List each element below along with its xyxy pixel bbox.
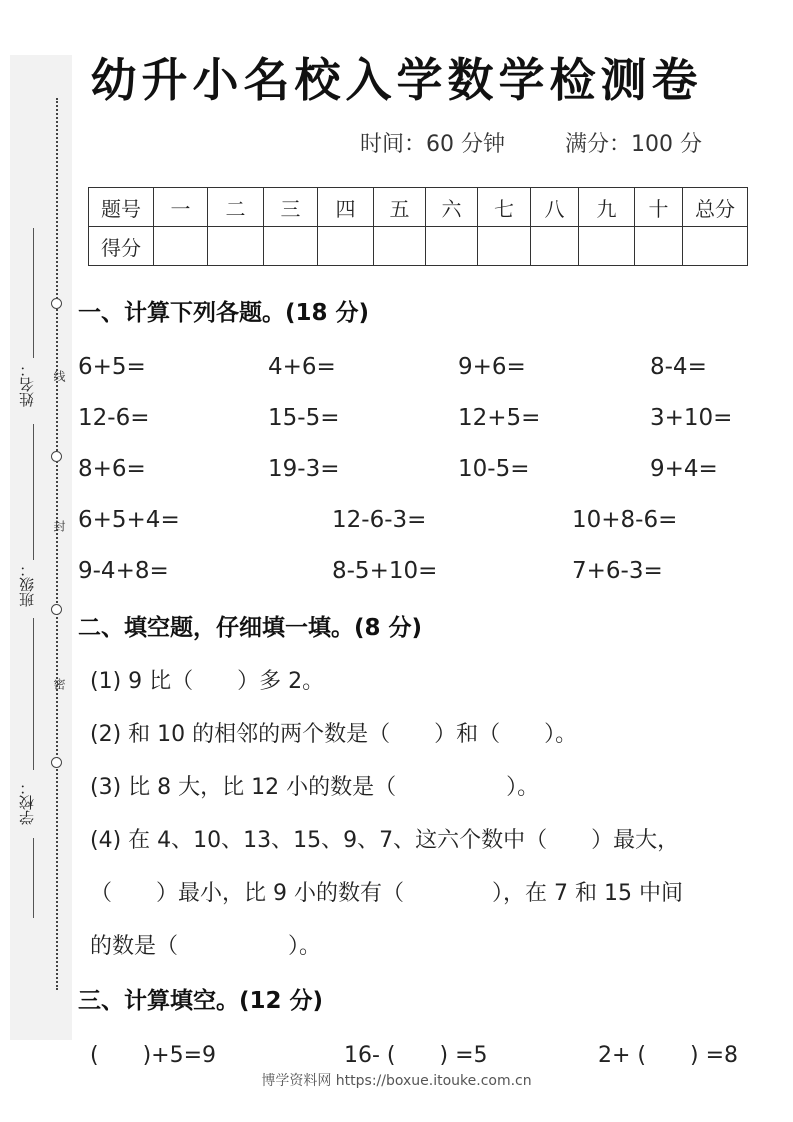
- binding-hole-icon: [51, 451, 62, 462]
- score-label: 满分：100 分: [565, 132, 702, 157]
- score-cell[interactable]: [531, 227, 579, 266]
- score-cell[interactable]: [426, 227, 478, 266]
- score-header-cell: 一: [154, 188, 208, 227]
- problem: 19-3=: [268, 456, 340, 482]
- score-table-header-row: [89, 188, 748, 227]
- mark-seal: 封: [52, 520, 66, 532]
- problem: 6+5+4=: [78, 507, 180, 533]
- class-underline-top: [33, 424, 34, 560]
- mark-dense: 密: [52, 678, 66, 690]
- page-title: 幼升小名校入学数学检测卷: [90, 53, 703, 107]
- section3-heading: 三、计算填空。(12 分): [78, 988, 324, 1014]
- binding-hole-icon: [51, 604, 62, 615]
- problem: 10-5=: [458, 456, 530, 482]
- calc-fill-item: 16- ( ) =5: [344, 1043, 488, 1068]
- fill-question-4-line1: (4) 在 4、10、13、15、9、7、这六个数中（ ）最大，: [90, 828, 680, 853]
- time-label: 时间：60 分钟: [360, 132, 505, 157]
- problem: 8-4=: [650, 354, 707, 380]
- fill-question-2: (2) 和 10 的相邻的两个数是（ ）和（ ）。: [90, 722, 578, 747]
- fill-question-4-line2: （ ）最小，比 9 小的数有（ ），在 7 和 15 中间: [90, 881, 683, 906]
- problem: 4+6=: [268, 354, 336, 380]
- problem: 6+5=: [78, 354, 146, 380]
- score-cell[interactable]: [318, 227, 374, 266]
- score-header-cell: 九: [579, 188, 635, 227]
- problem: 7+6-3=: [572, 558, 663, 584]
- score-header-cell: 三: [264, 188, 318, 227]
- score-header-cell: 题号: [89, 188, 154, 227]
- binding-hole-icon: [51, 757, 62, 768]
- problem: 15-5=: [268, 405, 340, 431]
- score-table-score-row: [89, 227, 748, 266]
- score-header-cell: 十: [635, 188, 683, 227]
- problem: 8-5+10=: [332, 558, 438, 584]
- section1-heading: 一、计算下列各题。(18 分): [78, 300, 370, 326]
- calc-fill-item: ( )+5=9: [90, 1043, 217, 1068]
- mark-line: 线: [52, 370, 66, 382]
- class-underline-bottom: [33, 618, 34, 770]
- score-header-cell: 二: [208, 188, 264, 227]
- calc-fill-item: 2+ ( ) =8: [598, 1043, 739, 1068]
- fill-question-3: (3) 比 8 大，比 12 小的数是（ ）。: [90, 775, 540, 800]
- score-header-cell: 总分: [683, 188, 748, 227]
- problem: 12-6=: [78, 405, 150, 431]
- score-cell[interactable]: [154, 227, 208, 266]
- binding-dotted-line: [56, 98, 58, 990]
- score-table: [88, 187, 748, 266]
- score-header-cell: 六: [426, 188, 478, 227]
- problem: 3+10=: [650, 405, 733, 431]
- name-underline: [33, 228, 34, 358]
- problem: 10+8-6=: [572, 507, 678, 533]
- score-header-cell: 七: [478, 188, 531, 227]
- fill-question-4-line3: 的数是（ ）。: [90, 934, 322, 959]
- score-header-cell: 八: [531, 188, 579, 227]
- section2-heading: 二、填空题，仔细填一填。(8 分): [78, 615, 423, 641]
- score-cell[interactable]: [264, 227, 318, 266]
- score-cell[interactable]: [478, 227, 531, 266]
- score-header-cell: 四: [318, 188, 374, 227]
- problem: 9+4=: [650, 456, 718, 482]
- score-cell[interactable]: [683, 227, 748, 266]
- score-cell[interactable]: [579, 227, 635, 266]
- problem: 9-4+8=: [78, 558, 169, 584]
- problem: 12-6-3=: [332, 507, 427, 533]
- problem: 8+6=: [78, 456, 146, 482]
- school-label: 学校：: [18, 780, 36, 825]
- footer-watermark: 博学资料网 https://boxue.itouke.com.cn: [261, 1073, 532, 1089]
- score-cell[interactable]: [374, 227, 426, 266]
- binding-hole-icon: [51, 298, 62, 309]
- fill-question-1: (1) 9 比（ ）多 2。: [90, 669, 325, 694]
- score-header-cell: 五: [374, 188, 426, 227]
- score-cell[interactable]: [635, 227, 683, 266]
- score-cell[interactable]: [208, 227, 264, 266]
- class-label: 班级：: [18, 562, 36, 607]
- binding-strip: [10, 55, 72, 1040]
- name-label: 姓名：: [18, 362, 36, 407]
- score-row-label: 得分: [89, 227, 154, 266]
- problem: 12+5=: [458, 405, 541, 431]
- school-underline: [33, 838, 34, 918]
- problem: 9+6=: [458, 354, 526, 380]
